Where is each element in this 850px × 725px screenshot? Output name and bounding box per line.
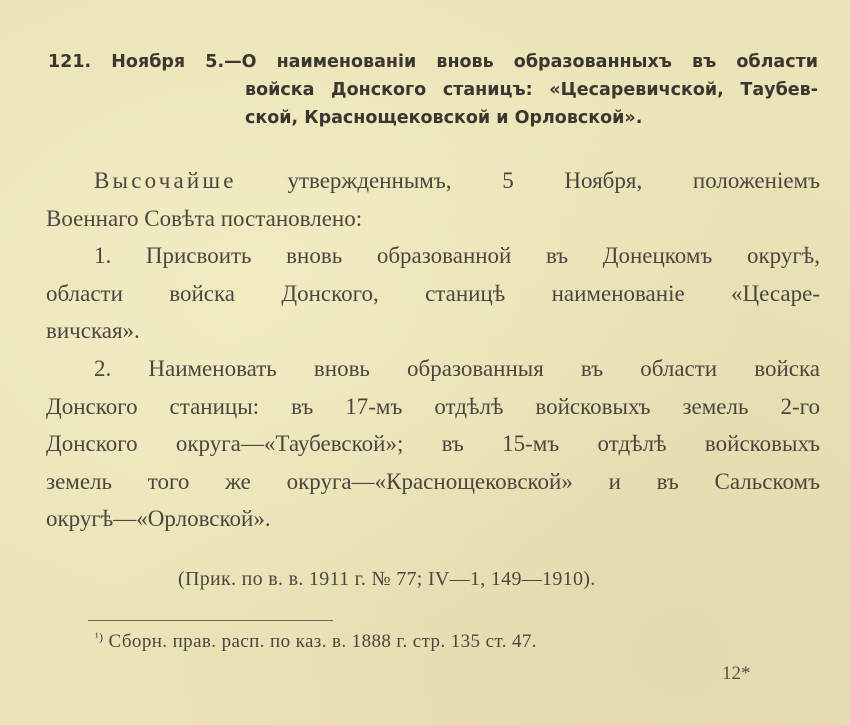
page-number: 12*	[722, 663, 751, 684]
item2-line-2: Донского станицы: въ 17-мъ отдѣлѣ войсковыхъ земель 2-го	[46, 393, 820, 419]
item2-line-1: 2. Наименовать вновь образованныя въ области войска	[94, 355, 820, 381]
heading-line-1: 121. Ноября 5.—О наименованіи вновь образованныхъ въ области	[48, 52, 818, 72]
item1-line-3: вичская».	[46, 318, 140, 344]
item1-line-2: области войска Донского, станицѣ наименованіе «Цесаре-	[46, 280, 820, 306]
intro-line-2: Военнаго Совѣта постановлено:	[46, 205, 363, 231]
item1-line-1: 1. Присвоить вновь образованной въ Донецкомъ округѣ,	[94, 243, 820, 269]
item2-line-5: округѣ—«Орловской».	[46, 506, 271, 532]
article-heading	[48, 48, 818, 132]
article-body	[46, 162, 820, 538]
heading-line-2: войска Донского станицъ: «Цесаревичской, Таубев-	[245, 80, 818, 100]
intro-line-1	[46, 162, 820, 200]
footnote-divider	[88, 620, 333, 621]
footnote-text: Сборн. прав. расп. по каз. в. 1888 г. стр. 135 ст. 47.	[103, 631, 537, 652]
heading-line-3: ской, Краснощековской и Орловской».	[245, 108, 643, 128]
footnote	[95, 630, 537, 653]
item2-line-4: земель того же округа—«Краснощековской» и въ Сальскомъ	[46, 468, 820, 494]
intro-spaced-word: Высочайше	[94, 168, 237, 193]
footnote-marker: ¹)	[95, 630, 104, 644]
item2-line-3: Донского округа—«Таубевской»; въ 15-мъ отдѣлѣ войсковыхъ	[46, 431, 820, 457]
order-reference: (Прик. по в. в. 1911 г. № 77; IV—1, 149—1910).	[178, 568, 596, 590]
intro-line-1-rest: утвержденнымъ, 5 Ноября, положеніемъ	[236, 168, 820, 193]
